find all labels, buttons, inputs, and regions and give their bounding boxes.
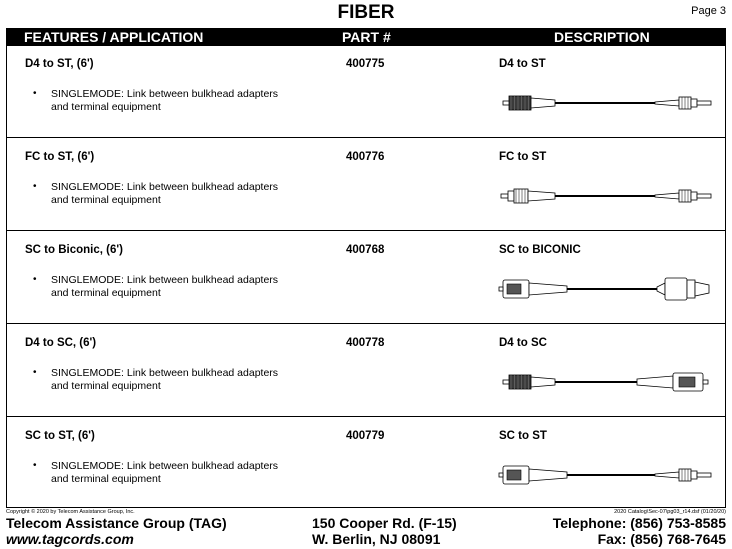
- biconic-connector-body: [665, 278, 687, 300]
- table-row: [7, 232, 725, 324]
- connector-boot: [531, 377, 555, 387]
- cable-illustration: [497, 181, 719, 211]
- address-line-2: W. Berlin, NJ 08091: [312, 531, 441, 547]
- sc-connector-core: [507, 470, 521, 480]
- feature-line: and terminal equipment: [51, 473, 161, 485]
- connector-boot: [655, 100, 679, 106]
- cable-illustration: [497, 460, 719, 490]
- connector-collar: [691, 99, 697, 107]
- connector-boot: [657, 283, 665, 295]
- cable-illustration: [497, 367, 719, 397]
- d4-connector-body: [509, 96, 531, 110]
- cable-illustration: [497, 274, 719, 304]
- company-name: Telecom Assistance Group (TAG): [6, 515, 227, 531]
- connector-ferrule: [703, 380, 708, 384]
- address-line-1: 150 Cooper Rd. (F-15): [312, 515, 457, 531]
- connector-ferrule: [499, 287, 503, 291]
- connector-ferrule: [697, 473, 711, 477]
- column-header-features: FEATURES / APPLICATION: [24, 29, 204, 45]
- connector-boot: [655, 472, 679, 478]
- page-number: Page 3: [691, 5, 726, 17]
- connector-collar: [691, 471, 697, 479]
- part-number: 400768: [346, 244, 385, 256]
- page-title: FIBER: [337, 2, 395, 23]
- product-name: FC to ST, (6'): [25, 151, 95, 163]
- d4-connector-body: [509, 375, 531, 389]
- feature-line: SINGLEMODE: Link between bulkhead adapters: [51, 367, 279, 379]
- part-number: 400775: [346, 58, 385, 70]
- feature-line: SINGLEMODE: Link between bulkhead adapters: [51, 274, 279, 286]
- connector-boot: [529, 469, 567, 481]
- bullet-icon: •: [33, 274, 37, 285]
- bullet-icon: •: [33, 367, 37, 378]
- bullet-icon: •: [33, 460, 37, 471]
- connector-boot: [637, 376, 673, 388]
- feature-text: [51, 367, 341, 393]
- table-row: [7, 139, 725, 231]
- biconic-connector-cap: [687, 280, 695, 298]
- cable-illustration: [497, 88, 719, 118]
- product-description: D4 to SC: [499, 337, 547, 349]
- connector-boot: [655, 193, 679, 199]
- connector-ferrule: [501, 194, 508, 198]
- product-description: SC to BICONIC: [499, 244, 581, 256]
- connector-nut: [508, 191, 514, 201]
- part-number: 400776: [346, 151, 385, 163]
- feature-line: SINGLEMODE: Link between bulkhead adapters: [51, 460, 279, 472]
- product-name: SC to Biconic, (6'): [25, 244, 123, 256]
- feature-line: and terminal equipment: [51, 287, 161, 299]
- feature-text: [51, 460, 341, 486]
- product-name: D4 to SC, (6'): [25, 337, 97, 349]
- sc-connector-core: [679, 377, 695, 387]
- file-reference: 2020 Catalog\Sec-07\pg03_r14.dsf (01/20/20): [614, 509, 726, 515]
- connector-ferrule: [503, 380, 509, 384]
- connector-collar: [691, 192, 697, 200]
- biconic-cone: [695, 282, 709, 296]
- telephone: Telephone: (856) 753-8585: [552, 515, 726, 531]
- feature-line: SINGLEMODE: Link between bulkhead adapters: [51, 181, 279, 193]
- feature-line: SINGLEMODE: Link between bulkhead adapters: [51, 88, 279, 100]
- connector-boot: [529, 283, 567, 295]
- fax: Fax: (856) 768-7645: [597, 531, 726, 547]
- feature-text: [51, 274, 341, 300]
- part-number: 400778: [346, 337, 385, 349]
- feature-line: and terminal equipment: [51, 380, 161, 392]
- connector-boot: [528, 191, 555, 201]
- column-header-part: PART #: [342, 29, 391, 45]
- table-header: [6, 28, 726, 46]
- product-description: SC to ST: [499, 430, 547, 442]
- product-table: [6, 46, 726, 508]
- product-description: FC to ST: [499, 151, 547, 163]
- feature-line: and terminal equipment: [51, 101, 161, 113]
- feature-text: [51, 181, 341, 207]
- part-number: 400779: [346, 430, 385, 442]
- product-description: D4 to ST: [499, 58, 546, 70]
- sc-connector-core: [507, 284, 521, 294]
- product-name: D4 to ST, (6'): [25, 58, 94, 70]
- table-row: [7, 46, 725, 138]
- connector-ferrule: [697, 101, 711, 105]
- connector-ferrule: [697, 194, 711, 198]
- table-row: [7, 325, 725, 417]
- connector-ferrule: [503, 101, 509, 105]
- connector-ferrule: [499, 473, 503, 477]
- bullet-icon: •: [33, 88, 37, 99]
- product-name: SC to ST, (6'): [25, 430, 95, 442]
- connector-boot: [531, 98, 555, 108]
- website-link[interactable]: www.tagcords.com: [6, 531, 134, 547]
- column-header-description: DESCRIPTION: [554, 29, 650, 45]
- copyright-notice: Copyright © 2020 by Telecom Assistance Group, Inc.: [6, 509, 135, 515]
- feature-text: [51, 88, 341, 114]
- table-row: [7, 418, 725, 510]
- feature-line: and terminal equipment: [51, 194, 161, 206]
- bullet-icon: •: [33, 181, 37, 192]
